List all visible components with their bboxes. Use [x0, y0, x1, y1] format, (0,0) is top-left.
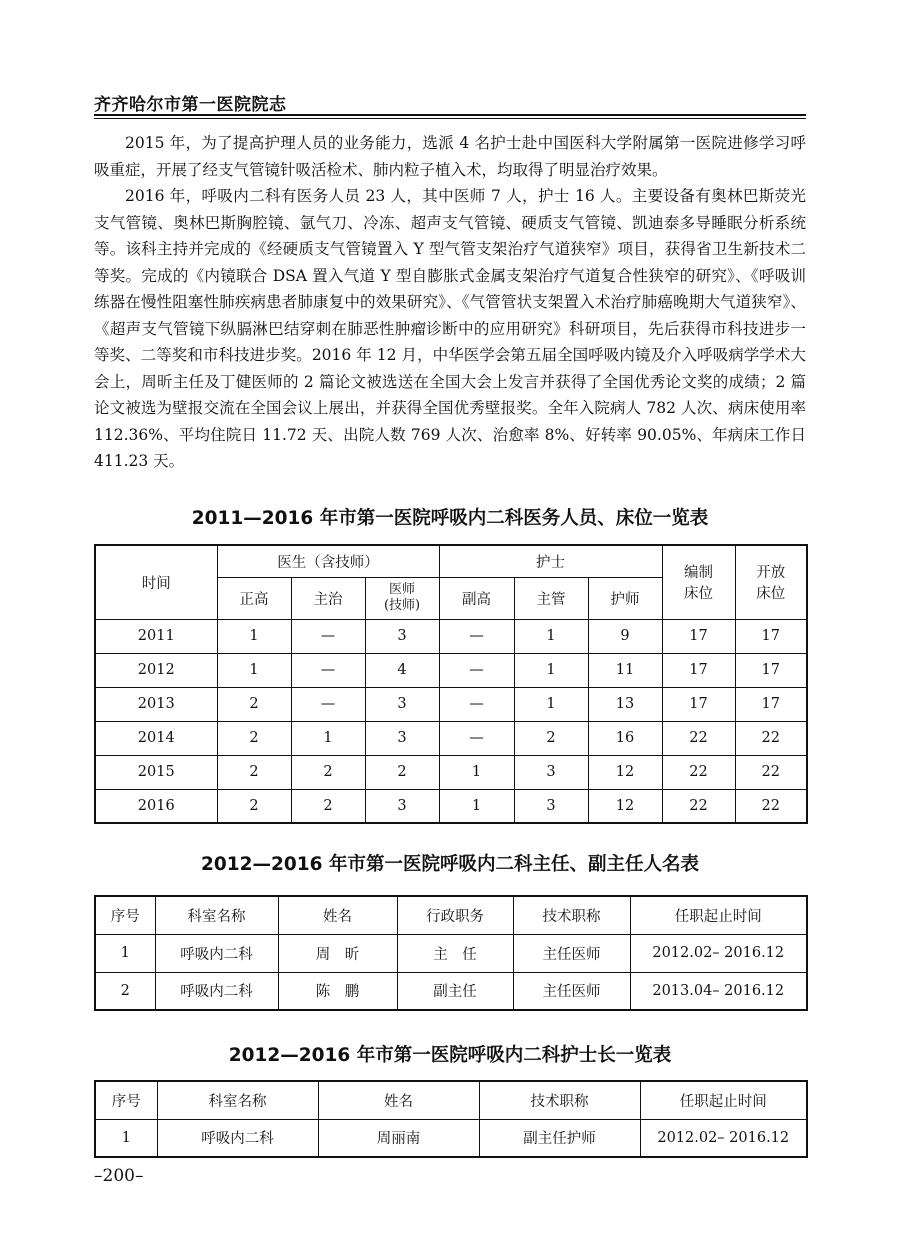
- table-cell: 17: [662, 619, 735, 653]
- head-nurse-table: [94, 1080, 808, 1158]
- table-cell: 1: [514, 687, 588, 721]
- table-cell: 22: [662, 789, 735, 823]
- header-staffed-beds: 编制 床位: [662, 545, 735, 619]
- table-cell: —: [291, 687, 365, 721]
- header-nurse-group: 护士: [439, 545, 662, 577]
- table-cell: 1: [95, 1119, 157, 1157]
- table-cell: 2: [217, 755, 291, 789]
- table-cell: 3: [365, 687, 439, 721]
- table-cell: 22: [735, 755, 807, 789]
- column-header: 科室名称: [157, 1081, 318, 1119]
- table-cell: 17: [735, 653, 807, 687]
- table-cell: 1: [95, 934, 155, 972]
- table-cell: 周 昕: [278, 934, 397, 972]
- table-cell: 2014: [95, 721, 217, 755]
- table-cell: 2: [217, 687, 291, 721]
- table-cell: 副主任护师: [479, 1119, 640, 1157]
- table-row: [95, 934, 807, 972]
- table-cell: 副主任: [397, 972, 513, 1010]
- table-cell: 13: [588, 687, 662, 721]
- column-header: 姓名: [278, 896, 397, 934]
- director-table: [94, 895, 808, 1011]
- body-text: [94, 130, 806, 475]
- table-cell: 22: [735, 789, 807, 823]
- table-cell: 22: [735, 721, 807, 755]
- column-header: 任职起止时间: [630, 896, 807, 934]
- table-cell: 1: [439, 789, 514, 823]
- table-cell: 3: [514, 789, 588, 823]
- table-cell: 2012.02– 2016.12: [630, 934, 807, 972]
- table-cell: 2013: [95, 687, 217, 721]
- table-cell: 22: [662, 721, 735, 755]
- table-cell: —: [291, 653, 365, 687]
- table-cell: 主 任: [397, 934, 513, 972]
- table-cell: —: [439, 721, 514, 755]
- table-cell: 12: [588, 789, 662, 823]
- table2-title: 2012—2016 年市第一医院呼吸内二科主任、副主任人名表: [201, 854, 699, 875]
- column-header: 序号: [95, 1081, 157, 1119]
- table-cell: 3: [365, 721, 439, 755]
- column-header: 科室名称: [155, 896, 278, 934]
- table-cell: 22: [662, 755, 735, 789]
- table-cell: 1: [514, 619, 588, 653]
- table-cell: 2: [217, 721, 291, 755]
- header-attending: 主治: [291, 577, 365, 619]
- table-cell: 11: [588, 653, 662, 687]
- table-cell: 2011: [95, 619, 217, 653]
- table-cell: 2012.02– 2016.12: [640, 1119, 807, 1157]
- table-cell: 3: [365, 789, 439, 823]
- header-rule-thin: [94, 118, 806, 119]
- table-row: [95, 755, 807, 789]
- header-open-beds: 开放 床位: [735, 545, 807, 619]
- table-cell: 2: [365, 755, 439, 789]
- table-cell: 17: [735, 687, 807, 721]
- table-cell: —: [439, 619, 514, 653]
- column-header: 技术职称: [479, 1081, 640, 1119]
- header-senior-doctor: 正高: [217, 577, 291, 619]
- table-cell: 1: [217, 619, 291, 653]
- header-assoc-senior-nurse: 副高: [439, 577, 514, 619]
- table-cell: 2016: [95, 789, 217, 823]
- table-row: [95, 721, 807, 755]
- table-cell: 17: [662, 653, 735, 687]
- table-cell: 4: [365, 653, 439, 687]
- table-cell: 16: [588, 721, 662, 755]
- table-cell: 2: [217, 789, 291, 823]
- page-number: –200–: [94, 1166, 144, 1186]
- table-cell: 17: [735, 619, 807, 653]
- header-nurse-supervisor: 主管: [514, 577, 588, 619]
- header-doctor-group: 医生（含技师）: [217, 545, 439, 577]
- table-cell: —: [439, 687, 514, 721]
- table-cell: 2: [291, 755, 365, 789]
- table-cell: 3: [514, 755, 588, 789]
- table-cell: 主任医师: [513, 972, 630, 1010]
- table-cell: 1: [217, 653, 291, 687]
- paragraph: 2015 年，为了提高护理人员的业务能力，选派 4 名护士赴中国医科大学附属第一医院进修学习呼吸重症，开展了经支气管镜针吸活检术、肺内粒子植入术，均取得了明显治疗效果。: [94, 134, 806, 179]
- header-nurse-practitioner: 护师: [588, 577, 662, 619]
- table-row: [95, 1119, 807, 1157]
- table-cell: 2: [291, 789, 365, 823]
- running-header: 齐齐哈尔市第一医院院志: [94, 95, 287, 115]
- table-row: [95, 653, 807, 687]
- table-cell: 1: [439, 755, 514, 789]
- table-cell: 2: [95, 972, 155, 1010]
- table1-title: 2011—2016 年市第一医院呼吸内二科医务人员、床位一览表: [191, 508, 709, 529]
- column-header: 姓名: [318, 1081, 479, 1119]
- table-cell: 2013.04– 2016.12: [630, 972, 807, 1010]
- header-physician: 医师 (技师): [365, 577, 439, 619]
- table-row: [95, 687, 807, 721]
- header-rule-thick: [94, 114, 806, 116]
- table-cell: 呼吸内二科: [157, 1119, 318, 1157]
- table-row: [95, 789, 807, 823]
- table-cell: —: [439, 653, 514, 687]
- table-cell: 2015: [95, 755, 217, 789]
- table-row: [95, 972, 807, 1010]
- table-cell: 周丽南: [318, 1119, 479, 1157]
- table-cell: 2012: [95, 653, 217, 687]
- staff-bed-table: [94, 544, 808, 824]
- table-cell: 9: [588, 619, 662, 653]
- column-header: 技术职称: [513, 896, 630, 934]
- table-cell: 3: [365, 619, 439, 653]
- column-header: 行政职务: [397, 896, 513, 934]
- table-cell: —: [291, 619, 365, 653]
- table-cell: 主任医师: [513, 934, 630, 972]
- table-cell: 陈 鹏: [278, 972, 397, 1010]
- table-cell: 呼吸内二科: [155, 972, 278, 1010]
- column-header: 序号: [95, 896, 155, 934]
- table-cell: 呼吸内二科: [155, 934, 278, 972]
- paragraph: 2016 年，呼吸内二科有医务人员 23 人，其中医师 7 人，护士 16 人。主要设备有奥林巴斯荧光支气管镜、奥林巴斯胸腔镜、氩气刀、冷冻、超声支气管镜、硬质支气管镜、凯迪泰多导睡眠分析系统等。该科主持并完成的《经硬质支气管镜置入 Y 型气管支架治疗气道狭窄》项目，获得省卫生新技术二等奖。完成的《内镜联合 DSA 置入气道 Y 型自膨胀式金属支架治疗气道复合性狭窄的研究》、《呼吸训练器在慢性阻塞性肺疾病患者肺康复中的效果研究》、《气管管状支架置入术治疗肺癌晚期大气道狭窄》、《超声支气管镜下纵膈淋巴结穿刺在肺恶性肿瘤诊断中的应用研究》科研项目，先后获得市科技进步一等奖、二等奖和市科技进步奖。2016 年 12 月，中华医学会第五届全国呼吸内镜及介入呼吸病学学术大会上，周昕主任及丁健医师的 2 篇论文被选送在全国大会上发言并获得了全国优秀论文奖的成绩；2 篇论文被选为壁报交流在全国会议上展出，并获得全国优秀壁报奖。全年入院病人 782 人次、病床使用率 112.36%、平均住院日 11.72 天、出院人数 769 人次、治愈率 8%、好转率 90.05%、年病床工作日 411.23 天。: [94, 187, 806, 470]
- header-time: 时间: [95, 545, 217, 619]
- table3-title: 2012—2016 年市第一医院呼吸内二科护士长一览表: [228, 1045, 672, 1066]
- column-header: 任职起止时间: [640, 1081, 807, 1119]
- table-row: [95, 619, 807, 653]
- table-cell: 17: [662, 687, 735, 721]
- table-cell: 2: [514, 721, 588, 755]
- table-cell: 1: [291, 721, 365, 755]
- table-cell: 1: [514, 653, 588, 687]
- table-cell: 12: [588, 755, 662, 789]
